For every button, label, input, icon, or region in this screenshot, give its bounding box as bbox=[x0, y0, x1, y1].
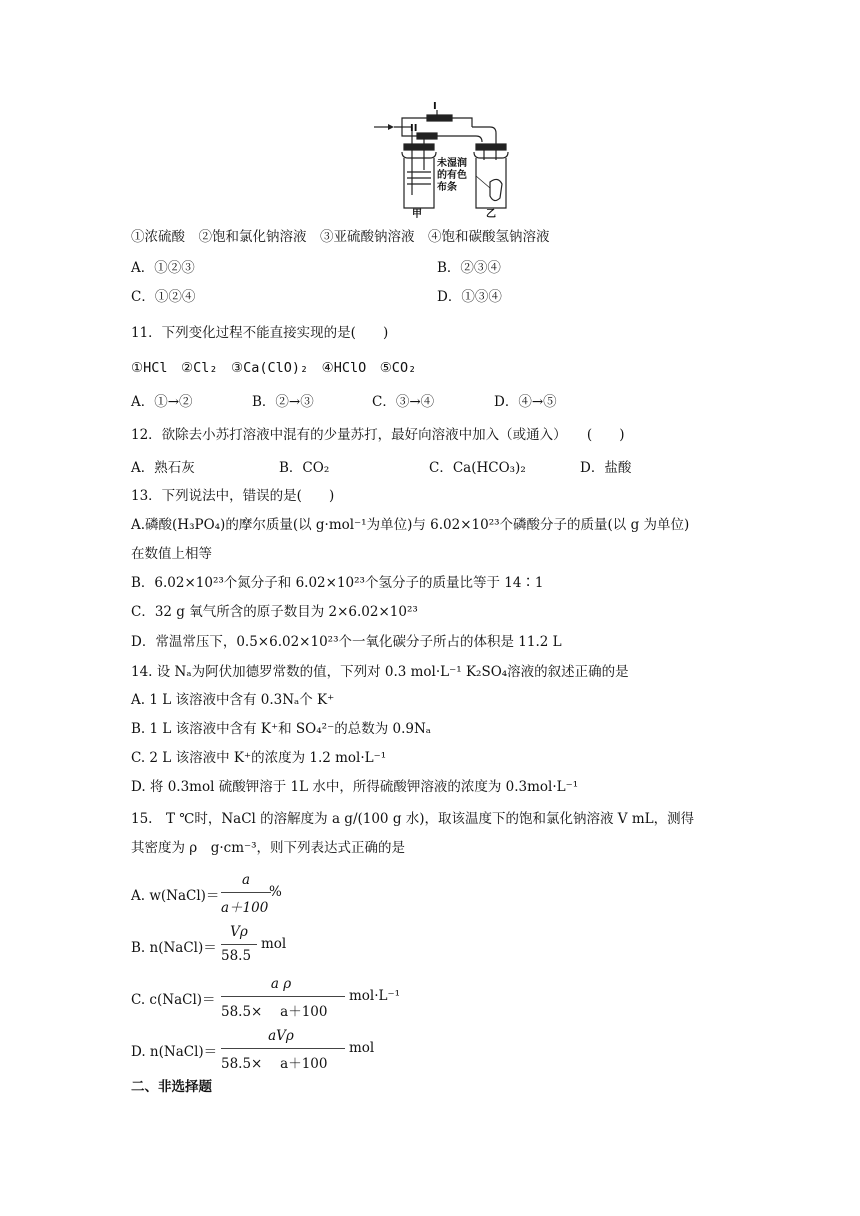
q10-option-d: D．①③④ bbox=[437, 289, 502, 305]
q15-d-lhs: D. n(NaCl)＝ bbox=[131, 1044, 218, 1060]
label-jia: 甲 bbox=[412, 209, 422, 218]
q15-b-numerator: Vρ bbox=[230, 924, 248, 940]
q11-option-c: C．③→④ bbox=[372, 394, 435, 410]
q11-option-b: B．②→③ bbox=[252, 394, 314, 410]
q15-c-lhs: C. c(NaCl)＝ bbox=[131, 992, 216, 1008]
q15-option-d bbox=[131, 1030, 451, 1074]
q15-b-fraction-bar bbox=[221, 944, 257, 945]
q15-c-denominator: 58.5× a＋100 bbox=[221, 1004, 328, 1020]
label-valve-II: II bbox=[410, 123, 418, 134]
q15-a-unit: % bbox=[269, 884, 282, 900]
cloth-label-2: 的有色 bbox=[437, 170, 467, 181]
q10-option-a: A．①②③ bbox=[131, 260, 195, 276]
q11-items: ①HCl ②Cl₂ ③Ca(ClO)₂ ④HClO ⑤CO₂ bbox=[131, 360, 417, 376]
section-heading-nonchoice: 二、非选择题 bbox=[131, 1079, 212, 1095]
q11-option-a: A．①→② bbox=[131, 394, 193, 410]
q15-b-denominator: 58.5 bbox=[221, 948, 252, 964]
q10-option-b: B．②③④ bbox=[437, 260, 501, 276]
q13-stem: 13．下列说法中，错误的是( ) bbox=[131, 488, 335, 504]
q12-option-c: C．Ca(HCO₃)₂ bbox=[429, 460, 526, 476]
q10-choices: ①浓硫酸 ②饱和氯化钠溶液 ③亚硫酸钠溶液 ④饱和碳酸氢钠溶液 bbox=[131, 229, 550, 245]
q15-d-unit: mol bbox=[349, 1040, 375, 1056]
q15-a-numerator: a bbox=[241, 872, 251, 888]
q14-option-b: B. 1 L 该溶液中含有 K⁺和 SO₄²⁻的总数为 0.9Nₐ bbox=[131, 721, 431, 737]
q12-option-b: B．CO₂ bbox=[279, 460, 330, 476]
q13-option-a-line2: 在数值上相等 bbox=[131, 546, 212, 562]
q11-stem: 11．下列变化过程不能直接实现的是( ) bbox=[131, 325, 389, 341]
q14-option-a: A. 1 L 该溶液中含有 0.3Nₐ个 K⁺ bbox=[131, 692, 335, 708]
q11-option-d: D．④→⑤ bbox=[494, 394, 557, 410]
label-yi: 乙 bbox=[486, 209, 496, 218]
label-valve-I: I bbox=[433, 101, 437, 112]
q12-stem: 12．欲除去小苏打溶液中混有的少量苏打，最好向溶液中加入（或通入） ( ) bbox=[131, 427, 625, 443]
q15-d-numerator: aVρ bbox=[268, 1028, 294, 1044]
q12-option-a: A．熟石灰 bbox=[131, 460, 195, 476]
q15-b-lhs: B. n(NaCl)＝ bbox=[131, 940, 217, 956]
q15-c-fraction-bar bbox=[221, 996, 345, 997]
q15-option-c bbox=[131, 978, 451, 1022]
q13-option-a-line1: A.磷酸(H₃PO₄)的摩尔质量(以 g·mol⁻¹为单位)与 6.02×10²³个磷酸分子的质量(以 g 为单位) bbox=[131, 517, 690, 533]
q14-option-d: D. 将 0.3mol 硫酸钾溶于 1L 水中，所得硫酸钾溶液的浓度为 0.3mol·L⁻¹ bbox=[131, 779, 579, 795]
q12-option-d: D．盐酸 bbox=[580, 460, 632, 476]
q15-option-a bbox=[131, 874, 431, 918]
apparatus-figure bbox=[372, 100, 522, 218]
q15-b-unit: mol bbox=[261, 936, 287, 952]
q15-c-numerator: a ρ bbox=[270, 976, 292, 992]
q15-stem-line1: 15. T ℃时，NaCl 的溶解度为 a g/(100 g 水)，取该温度下的饱和氯化钠溶液 V mL，测得 bbox=[131, 811, 695, 827]
q15-stem-line2: 其密度为 ρ g·cm⁻³，则下列表达式正确的是 bbox=[131, 840, 406, 856]
q13-option-c: C．32 g 氧气所含的原子数目为 2×6.02×10²³ bbox=[131, 604, 418, 620]
q15-a-lhs: A. w(NaCl)＝ bbox=[131, 888, 220, 904]
q10-option-c: C．①②④ bbox=[131, 289, 196, 305]
cloth-label-3: 布条 bbox=[437, 182, 457, 193]
cloth-label-1: 未湿润 bbox=[437, 158, 467, 169]
q15-d-fraction-bar bbox=[221, 1048, 345, 1049]
q14-stem: 14. 设 Nₐ为阿伏加德罗常数的值，下列对 0.3 mol·L⁻¹ K₂SO₄溶液的叙述正确的是 bbox=[131, 664, 629, 680]
q15-option-b bbox=[131, 926, 431, 970]
q15-a-denominator: a＋100 bbox=[221, 900, 269, 916]
q15-d-denominator: 58.5× a＋100 bbox=[221, 1056, 328, 1072]
q15-c-unit: mol·L⁻¹ bbox=[349, 988, 401, 1004]
q13-option-b: B．6.02×10²³个氮分子和 6.02×10²³个氢分子的质量比等于 14∶1 bbox=[131, 575, 544, 591]
q15-a-fraction-bar bbox=[221, 892, 271, 893]
q13-option-d: D．常温常压下，0.5×6.02×10²³个一氧化碳分子所占的体积是 11.2 L bbox=[131, 634, 562, 650]
q14-option-c: C. 2 L 该溶液中 K⁺的浓度为 1.2 mol·L⁻¹ bbox=[131, 750, 387, 766]
